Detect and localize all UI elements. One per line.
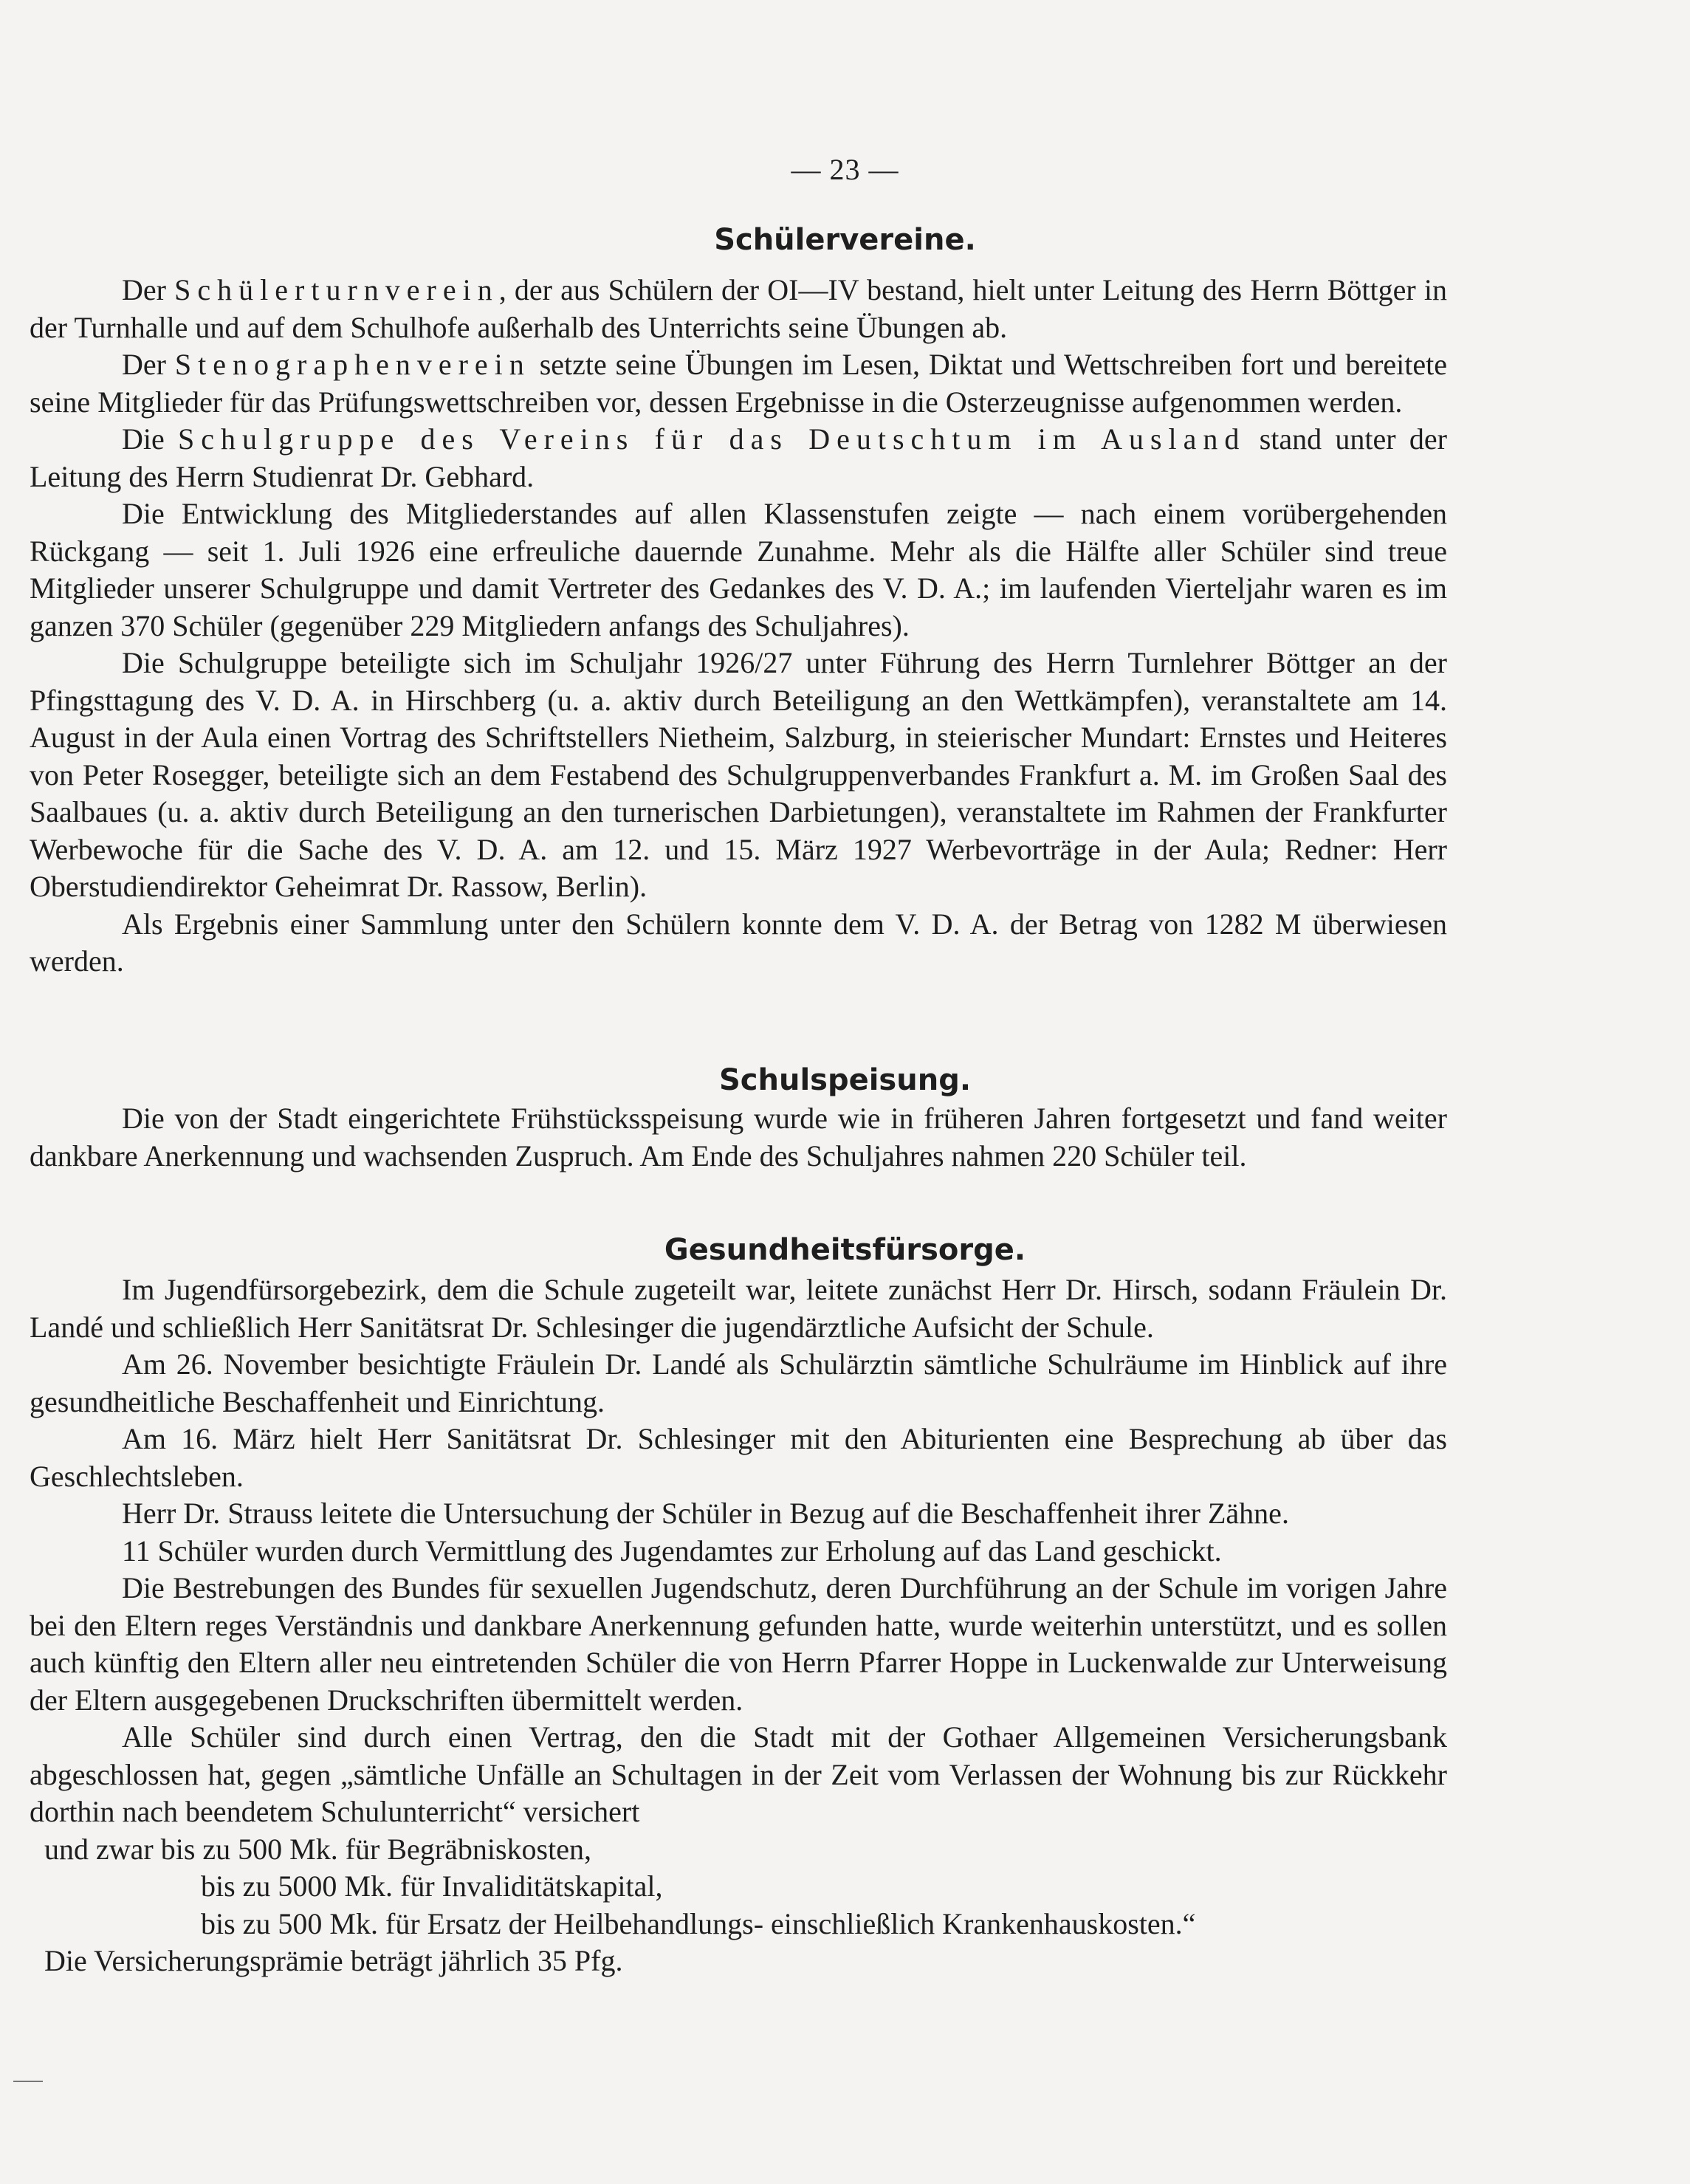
spaced-term: Schülerturnverein: [174, 273, 499, 306]
paragraph: Die Bestrebungen des Bundes für sexuellen Jugendschutz, deren Durchführung an der Schule im vorigen Jahre bei den Eltern reges Verständnis und dankbare Anerkennung gefunden hatte, wurde weiterhin unterstützt, und es sollen auch künftig den Eltern aller neu eintretenden Schüler die von Herrn Pfarrer Hoppe in Luckenwalde zur Unterweisung der Eltern ausgegebenen Druckschriften übermittelt werden.: [30, 1571, 1447, 1717]
paragraph: Im Jugendfürsorgebezirk, dem die Schule zugeteilt war, leitete zunächst Herr Dr. Hirsch, sodann Fräulein Dr. Landé und schließlich Herr Sanitätsrat Dr. Schlesinger die jugendärztliche Aufsicht der Schule.: [30, 1273, 1447, 1344]
page-number: — 23 —: [791, 153, 899, 186]
paragraph-text: , der aus Schülern der OI—IV bestand, hielt unter Leitung des Herrn Böttger in der Turnhalle und auf dem Schulhofe außerhalb des Unterrichts seine Übungen ab.: [30, 273, 1447, 344]
paragraph: 11 Schüler wurden durch Vermittlung des Jugendamtes zur Erholung auf das Land geschickt.: [122, 1534, 1222, 1567]
paragraph-prefix: Der: [122, 348, 175, 381]
paragraph: Die von der Stadt eingerichtete Frühstücksspeisung wurde wie in früheren Jahren fortgesetzt und fand weiter dankbare Anerkennung und wachsenden Zuspruch. Am Ende des Schuljahres nahmen 220 Schüler teil.: [30, 1102, 1447, 1172]
paragraph: Die Schulgruppe beteiligte sich im Schuljahr 1926/27 unter Führung des Herrn Turnlehrer Böttger an der Pfingsttagung des V. D. A. in Hirschberg (u. a. aktiv durch Beteiligung an den Wettkämpfen), veranstaltete am 14. August in der Aula einen Vortrag des Schriftstellers Nietheim, Salzburg, in steierischer Mundart: Ernstes und Heiteres von Peter Rosegger, beteiligte sich an dem Festabend des Schulgruppenverbandes Frankfurt a. M. im Großen Saal des Saalbaues (u. a. aktiv durch Beteiligung an den turnerischen Darbietungen), veranstaltete im Rahmen der Frankfurter Werbewoche für die Sache des V. D. A. am 12. und 15. März 1927 Werbevorträge in der Aula; Redner: Herr Oberstudiendirektor Geheimrat Dr. Rassow, Berlin).: [30, 646, 1447, 903]
list-item: bis zu 5000 Mk. für Invaliditätskapital,: [201, 1869, 663, 1903]
section-schulspeisung: [30, 1100, 1447, 1175]
heading-schulspeisung: Schulspeisung.: [718, 1063, 972, 1097]
paragraph: Alle Schüler sind durch einen Vertrag, den die Stadt mit der Gothaer Allgemeinen Versicherungsbank abgeschlossen hat, gegen „sämtliche Unfälle an Schultagen in der Zeit vom Verlassen der Wohnung bis zur Rückkehr dorthin nach beendetem Schulunterricht“ versichert: [30, 1720, 1447, 1828]
paragraph: Die Entwicklung des Mitgliederstandes auf allen Klassenstufen zeigte — nach einem vorübergehenden Rückgang — seit 1. Juli 1926 eine erfreuliche dauernde Zunahme. Mehr als die Hälfte aller Schüler sind treue Mitglieder unserer Schulgruppe und damit Vertreter des Gedankes des V. D. A.; im laufenden Vierteljahr waren es im ganzen 370 Schüler (gegenüber 229 Mitgliedern anfangs des Schuljahres).: [30, 497, 1447, 642]
paragraph-prefix: Die: [122, 422, 179, 456]
heading-schuelervereine: Schülervereine.: [714, 223, 976, 257]
paragraph: [30, 346, 1447, 421]
paragraph-text: setzte seine Übungen im Lesen, Diktat und Wettschreiben fort und bereitete seine Mitglieder für das Prüfungswettschreiben vor, dessen Ergebnisse in die Osterzeugnisse aufgenommen werden.: [30, 348, 1447, 419]
section-schuelervereine: [30, 272, 1447, 981]
paragraph-prefix: Der: [122, 273, 175, 306]
paragraph: Als Ergebnis einer Sammlung unter den Schülern konnte dem V. D. A. der Betrag von 1282 M überwiesen werden.: [30, 907, 1447, 978]
section-gesundheitsfuersorge: [30, 1271, 1447, 1980]
paragraph: Am 26. November besichtigte Fräulein Dr. Landé als Schulärztin sämtliche Schulräume im Hinblick auf ihre gesundheitliche Beschaffenheit und Einrichtung.: [30, 1347, 1447, 1418]
paragraph: [30, 272, 1447, 346]
list-item: bis zu 500 Mk. für Ersatz der Heilbehandlungs- einschließlich Krankenhauskosten.“: [201, 1906, 1196, 1940]
insurance-list: [30, 1831, 1447, 1943]
paragraph: Am 16. März hielt Herr Sanitätsrat Dr. Schlesinger mit den Abiturienten eine Besprechung ab über das Geschlechtsleben.: [30, 1422, 1447, 1493]
spaced-term: Stenographenverein: [174, 348, 531, 381]
closing-line: Die Versicherungsprämie beträgt jährlich 35 Pfg.: [44, 1944, 623, 1977]
heading-gesundheitsfuersorge: Gesundheitsfürsorge.: [664, 1233, 1026, 1267]
list-item: und zwar bis zu 500 Mk. für Begräbniskosten,: [44, 1832, 591, 1866]
margin-mark: [13, 2081, 43, 2082]
spaced-term: Schulgruppe des Vereins für das Deutschtum im Ausland: [178, 422, 1246, 456]
paragraph: [30, 421, 1447, 495]
paragraph-text: stand unter der Leitung des Herrn Studienrat Dr. Gebhard.: [30, 422, 1447, 493]
paragraph: Herr Dr. Strauss leitete die Untersuchung der Schüler in Bezug auf die Beschaffenheit ihrer Zähne.: [122, 1497, 1289, 1530]
